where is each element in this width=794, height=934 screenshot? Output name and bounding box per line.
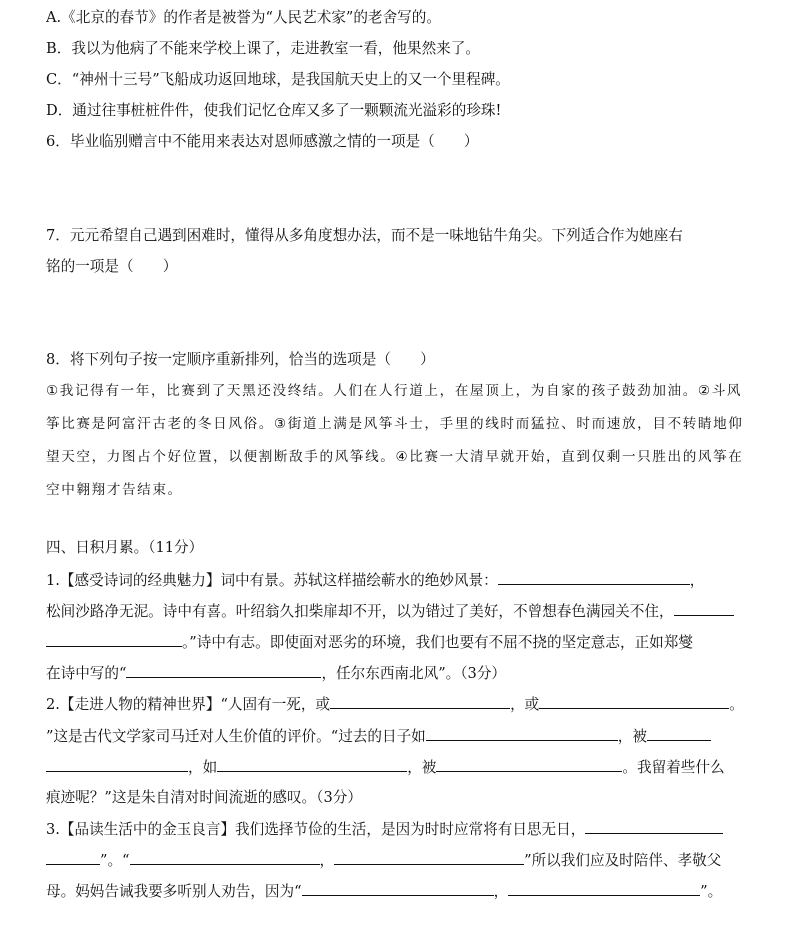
s4-q2-text-3: 。 — [729, 696, 744, 713]
s4-q2-text-7: ，被 — [407, 759, 437, 776]
s4-q3-blank-1b[interactable] — [46, 850, 100, 865]
s4-q2-blank-6[interactable] — [436, 757, 622, 772]
s4-q2-blank-3[interactable] — [426, 726, 618, 741]
s4-q2-blank-2[interactable] — [539, 694, 729, 709]
s4-q2-text-6: ，如 — [188, 759, 218, 776]
s4-q2-blank-4b[interactable] — [46, 757, 188, 772]
s4-q3-blank-1a[interactable] — [585, 819, 723, 834]
s4-q1-line-4 — [46, 663, 750, 684]
s4-q3-blank-2[interactable] — [130, 850, 320, 865]
s4-q3-text-2: ”。“ — [100, 852, 130, 869]
section-4-title: 四、日积月累。（11分） — [46, 539, 204, 556]
s4-q2-text-5: ，被 — [617, 728, 647, 745]
s4-q2-text-4: ”这是古代文学家司马迁对人生价值的评价。“过去的日子如 — [46, 728, 426, 745]
s4-q3-blank-3[interactable] — [334, 850, 524, 865]
q8-passage: ①我记得有一年，比赛到了天黑还没终结。人们在人行道上，在屋顶上，为自家的孩子鼓劲加油。②斗风筝比赛是阿富汗古老的冬日风俗。③街道上满是风筝斗士，手里的线时而猛拉、时而速放，目不转睛地仰望天空，力图占个好位置，以便割断敌手的风筝线。④比赛一大清早就开始，直到仅剩一只胜出的风筝在空中翱翔才告结束。 — [46, 383, 744, 498]
s4-q2-line-2 — [46, 726, 750, 747]
q6-stem: 6．毕业临别赠言中不能用来表达对恩师感激之情的一项是（ ） — [46, 133, 479, 150]
s4-q2-line-3 — [46, 757, 750, 778]
s4-q3-text-7: ”。 — [700, 883, 723, 900]
s4-q1-text-3: 松间沙路净无泥。诗中有喜。叶绍翁久扣柴扉却不开，以为错过了美好，不曾想春色满园关不住， — [46, 603, 674, 620]
s4-q3-text-4: ”所以我们应及时陪伴、孝敬父 — [524, 852, 722, 869]
s4-q2-line-4: 痕迹呢？”这是朱自清对时间流逝的感叹。（3分） — [46, 789, 362, 806]
s4-q2-blank-4a[interactable] — [647, 726, 711, 741]
s4-q2-line-1 — [46, 694, 750, 715]
s4-q1-blank-1[interactable] — [498, 570, 690, 585]
s4-q3-text-5: 母。妈妈告诫我要多听别人劝告，因为“ — [46, 883, 302, 900]
s4-q2-blank-1[interactable] — [330, 694, 510, 709]
q8-stem: 8．将下列句子按一定顺序重新排列，恰当的选项是（ ） — [46, 351, 435, 368]
s4-q3-blank-5[interactable] — [508, 881, 700, 896]
q7-stem-line-1: 7．元元希望自己遇到困难时，懂得从多角度想办法，而不是一味地钻牛角尖。下列适合作为她座右 — [46, 227, 683, 244]
q5-option-c: C．“神州十三号”飞船成功返回地球，是我国航天史上的又一个里程碑。 — [46, 71, 510, 88]
s4-q1-blank-2a[interactable] — [674, 601, 734, 616]
q5-option-b: B．我以为他病了不能来学校上课了，走进教室一看，他果然来了。 — [46, 40, 480, 57]
s4-q3-line-2 — [46, 850, 750, 871]
s4-q3-line-1 — [46, 819, 750, 840]
s4-q3-text-3: ， — [319, 852, 335, 869]
s4-q1-line-3 — [46, 632, 750, 653]
s4-q2-text-8: 。我留着些什么 — [622, 759, 725, 776]
s4-q3-text-1: 3.【品读生活中的金玉良言】我们选择节俭的生活，是因为时时应常将有日思无日， — [46, 821, 586, 838]
s4-q1-line-2 — [46, 601, 750, 622]
s4-q1-line-1 — [46, 570, 750, 591]
s4-q3-text-6: ， — [493, 883, 509, 900]
s4-q3-line-3 — [46, 881, 750, 902]
s4-q1-blank-2b[interactable] — [46, 632, 182, 647]
s4-q1-text-2: ， — [689, 572, 705, 589]
s4-q3-blank-4[interactable] — [302, 881, 494, 896]
s4-q2-text-1: 2.【走进人物的精神世界】“人固有一死，或 — [46, 696, 331, 713]
s4-q1-blank-3[interactable] — [126, 663, 321, 678]
s4-q2-text-2: ，或 — [510, 696, 540, 713]
q5-option-a: A.《北京的春节》的作者是被誉为“人民艺术家”的老舍写的。 — [46, 9, 441, 26]
s4-q1-text-4: 。”诗中有志。即使面对恶劣的环境，我们也要有不屈不挠的坚定意志，正如郑燮 — [182, 634, 693, 651]
s4-q1-text-5: 在诗中写的“ — [46, 665, 127, 682]
s4-q1-text-1: 1.【感受诗词的经典魅力】词中有景。苏轼这样描绘蕲水的绝妙风景： — [46, 572, 498, 589]
s4-q1-text-6: ，任尔东西南北风”。（3分） — [321, 665, 507, 682]
q5-option-d: D．通过往事桩桩件件，使我们记忆仓库又多了一颗颗流光溢彩的珍珠! — [46, 102, 502, 119]
s4-q2-blank-5[interactable] — [217, 757, 407, 772]
q7-stem-line-2: 铭的一项是（ ） — [46, 258, 178, 275]
